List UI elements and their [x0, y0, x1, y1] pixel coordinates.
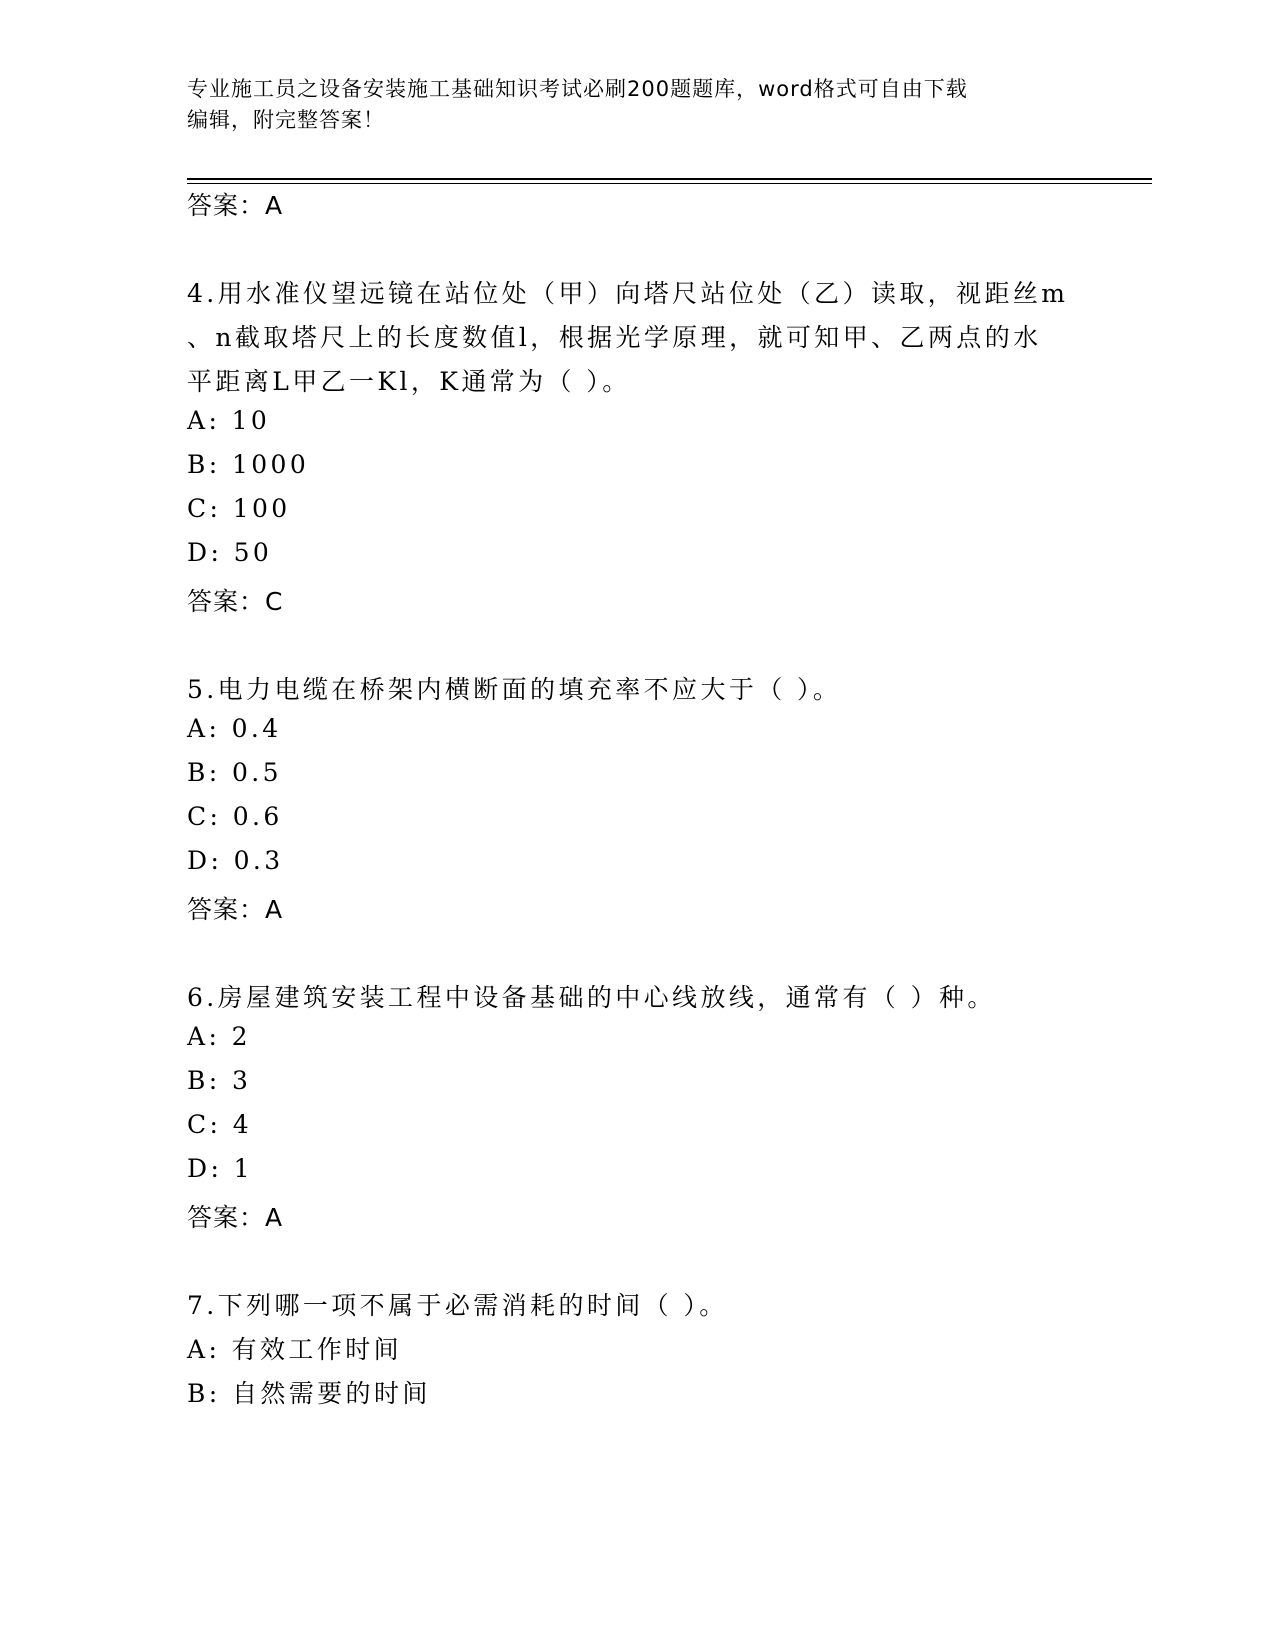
question-5-line-1: 5.电力电缆在桥架内横断面的填充率不应大于（ ）。 — [187, 675, 842, 704]
question-4-answer: 答案：C — [187, 587, 284, 616]
header-rule-thick — [187, 178, 1152, 180]
question-6-answer: 答案：A — [187, 1203, 284, 1232]
header-line-2: 编辑，附完整答案！ — [187, 108, 385, 132]
question-4-option-c: C: 100 — [187, 494, 291, 523]
question-4-line-3: 平距离L甲乙一Kl，K通常为（ ）。 — [187, 367, 631, 396]
question-5-option-d: D: 0.3 — [187, 846, 284, 875]
question-4-option-b: B: 1000 — [187, 450, 310, 479]
question-6-option-b: B: 3 — [187, 1066, 252, 1095]
question-7-option-a: A: 有效工作时间 — [187, 1335, 403, 1364]
question-6-option-c: C: 4 — [187, 1110, 253, 1139]
question-7-line-1: 7.下列哪一项不属于必需消耗的时间（ ）。 — [187, 1291, 728, 1320]
question-5-option-b: B: 0.5 — [187, 758, 282, 787]
question-4-line-1: 4.用水准仪望远镜在站位处（甲）向塔尺站位处（乙）读取，视距丝m — [187, 279, 1069, 308]
question-5-option-c: C: 0.6 — [187, 802, 283, 831]
question-4-line-2: 、n截取塔尺上的长度数值l，根据光学原理，就可知甲、乙两点的水 — [187, 323, 1042, 352]
header-line-1: 专业施工员之设备安装施工基础知识考试必刷200题题库，word格式可自由下载 — [187, 77, 968, 101]
question-7-option-b: B: 自然需要的时间 — [187, 1379, 431, 1408]
question-4-option-a: A: 10 — [187, 406, 271, 435]
question-6-option-a: A: 2 — [187, 1022, 251, 1051]
answer-previous: 答案：A — [187, 191, 284, 220]
document-header — [187, 74, 1087, 136]
question-6-line-1: 6.房屋建筑安装工程中设备基础的中心线放线，通常有（ ）种。 — [187, 983, 996, 1012]
question-5-option-a: A: 0.4 — [187, 714, 282, 743]
question-4-option-d: D: 50 — [187, 538, 273, 567]
question-5-answer: 答案：A — [187, 895, 284, 924]
header-rule-thin — [187, 183, 1152, 184]
question-6-option-d: D: 1 — [187, 1154, 253, 1183]
